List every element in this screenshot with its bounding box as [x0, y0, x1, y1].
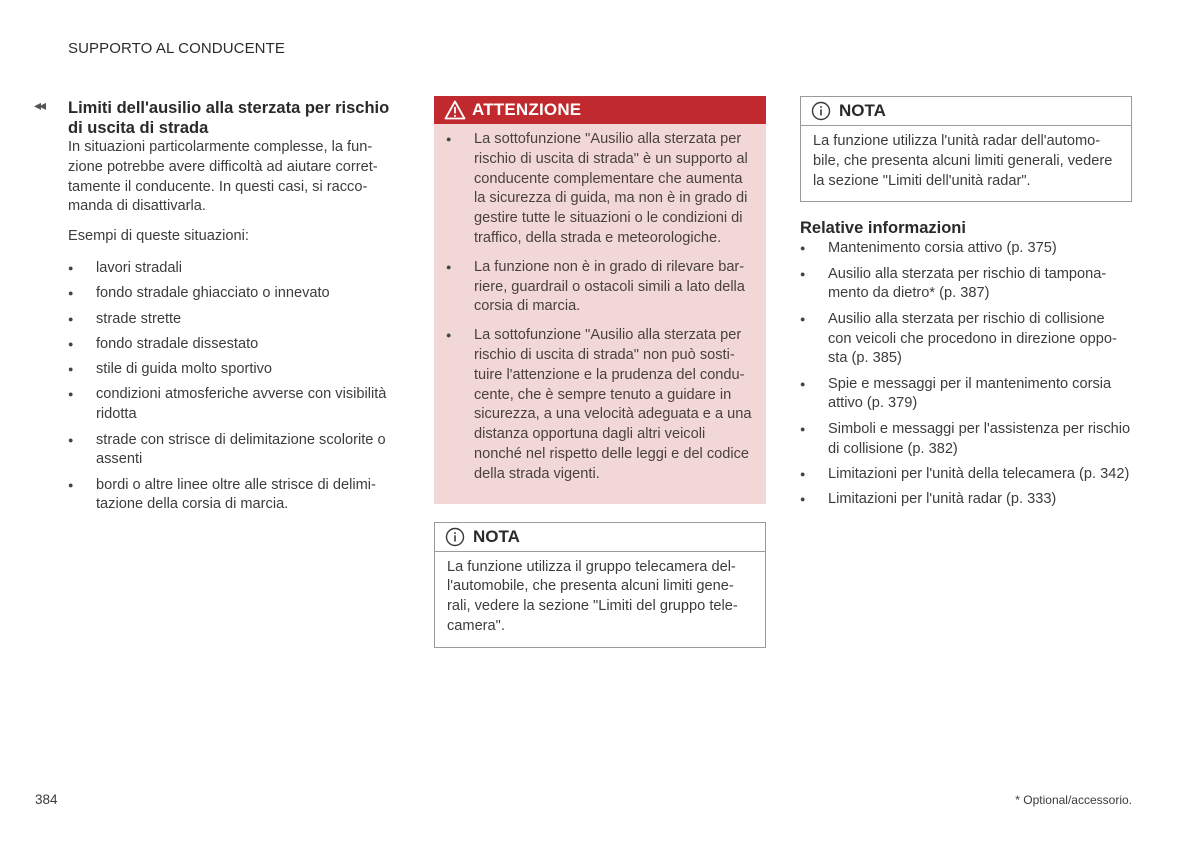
- note-text: La funzione utilizza il gruppo telecamera del-l'automobile, che presenta alcuni limiti gene-rali, vedere la sezione "Limiti del gruppo tele-camera".: [447, 558, 738, 634]
- related-info-list: [800, 239, 1132, 510]
- related-link[interactable]: ● Ausilio alla sterzata per rischio di collisione con veicoli che procedono in direzione oppo-sta (p. 385): [800, 310, 1132, 369]
- page-number: 384: [35, 792, 58, 807]
- list-item: ● stile di guida molto sportivo: [68, 360, 403, 380]
- note-header: [801, 97, 1131, 126]
- note-box-radar: [800, 96, 1132, 202]
- list-item: ● strade strette: [68, 310, 403, 330]
- warning-column: [434, 96, 766, 648]
- note-header: [435, 523, 765, 552]
- note-title: NOTA: [839, 101, 886, 120]
- examples-list: [68, 259, 403, 515]
- list-item: ● condizioni atmosferiche avverse con visibilità ridotta: [68, 385, 403, 425]
- continued-from-previous-page-icon: ◂◂: [34, 97, 45, 113]
- list-item: ● strade con strisce di delimitazione scolorite o assenti: [68, 431, 403, 471]
- warning-triangle-icon: [442, 100, 468, 120]
- right-column: [800, 96, 1132, 515]
- related-link[interactable]: ● Spie e messaggi per il mantenimento corsia attivo (p. 379): [800, 375, 1132, 415]
- list-item: ● La funzione non è in grado di rilevare bar-riere, guardrail o ostacoli simili a lato della corsia di marcia.: [446, 258, 754, 317]
- related-link[interactable]: ● Mantenimento corsia attivo (p. 375): [800, 239, 1132, 259]
- list-item: ● La sottofunzione "Ausilio alla sterzata per rischio di uscita di strada" non può sosti-tuire l'attenzione e la prudenza del condu-cente, che è sempre tenuto a guidare in sicurezza, a una velocità adeguata e a una distanza opportuna dagli altri veicoli nonché nel rispetto delle leggi e del codice della strada vigenti.: [446, 326, 754, 484]
- related-link[interactable]: ● Limitazioni per l'unità radar (p. 333): [800, 490, 1132, 510]
- list-item: ● fondo stradale ghiacciato o innevato: [68, 284, 403, 304]
- related-link[interactable]: ● Simboli e messaggi per l'assistenza per rischio di collisione (p. 382): [800, 420, 1132, 460]
- info-icon: [443, 527, 467, 547]
- section-title: Limiti dell'ausilio alla sterzata per rischio di uscita di strada: [68, 99, 390, 137]
- info-icon: [809, 101, 833, 121]
- related-link[interactable]: ● Limitazioni per l'unità della telecamera (p. 342): [800, 465, 1132, 485]
- warning-list: [434, 130, 766, 504]
- warning-title: ATTENZIONE: [472, 100, 582, 119]
- page-header: SUPPORTO AL CONDUCENTE: [68, 40, 285, 57]
- section-intro: In situazioni particolarmente complesse, la fun-zione potrebbe avere difficoltà ad aiutare corret-tamente il conducente. In questi casi, si racco-manda di disattivarla.: [68, 139, 378, 215]
- list-item: ● lavori stradali: [68, 259, 403, 279]
- note-title: NOTA: [473, 526, 520, 546]
- related-info-title: Relative informazioni: [800, 219, 966, 238]
- main-section-column: [68, 96, 403, 521]
- related-info: [800, 218, 1132, 510]
- list-item: ● La sottofunzione "Ausilio alla sterzata per rischio di uscita di strada" è un supporto al conducente complementare che aumenta la sicurezza di guida, ma non è in grado di gestire tutte le situazioni o le condizioni di traffico, della strada e meteorologiche.: [446, 130, 754, 249]
- footnote: * Optional/accessorio.: [1015, 793, 1132, 807]
- warning-box: [434, 96, 766, 504]
- list-item: ● fondo stradale dissestato: [68, 335, 403, 355]
- note-box-camera: [434, 522, 766, 648]
- related-link[interactable]: ● Ausilio alla sterzata per rischio di tampona-mento da dietro* (p. 387): [800, 265, 1132, 305]
- examples-label: Esempi di queste situazioni:: [68, 228, 249, 245]
- list-item: ● bordi o altre linee oltre alle strisce di delimi-tazione della corsia di marcia.: [68, 476, 403, 516]
- warning-header: [434, 96, 766, 124]
- note-text: La funzione utilizza l'unità radar dell'automo-bile, che presenta alcuni limiti generali, vedere la sezione "Limiti dell'unità radar".: [813, 133, 1113, 189]
